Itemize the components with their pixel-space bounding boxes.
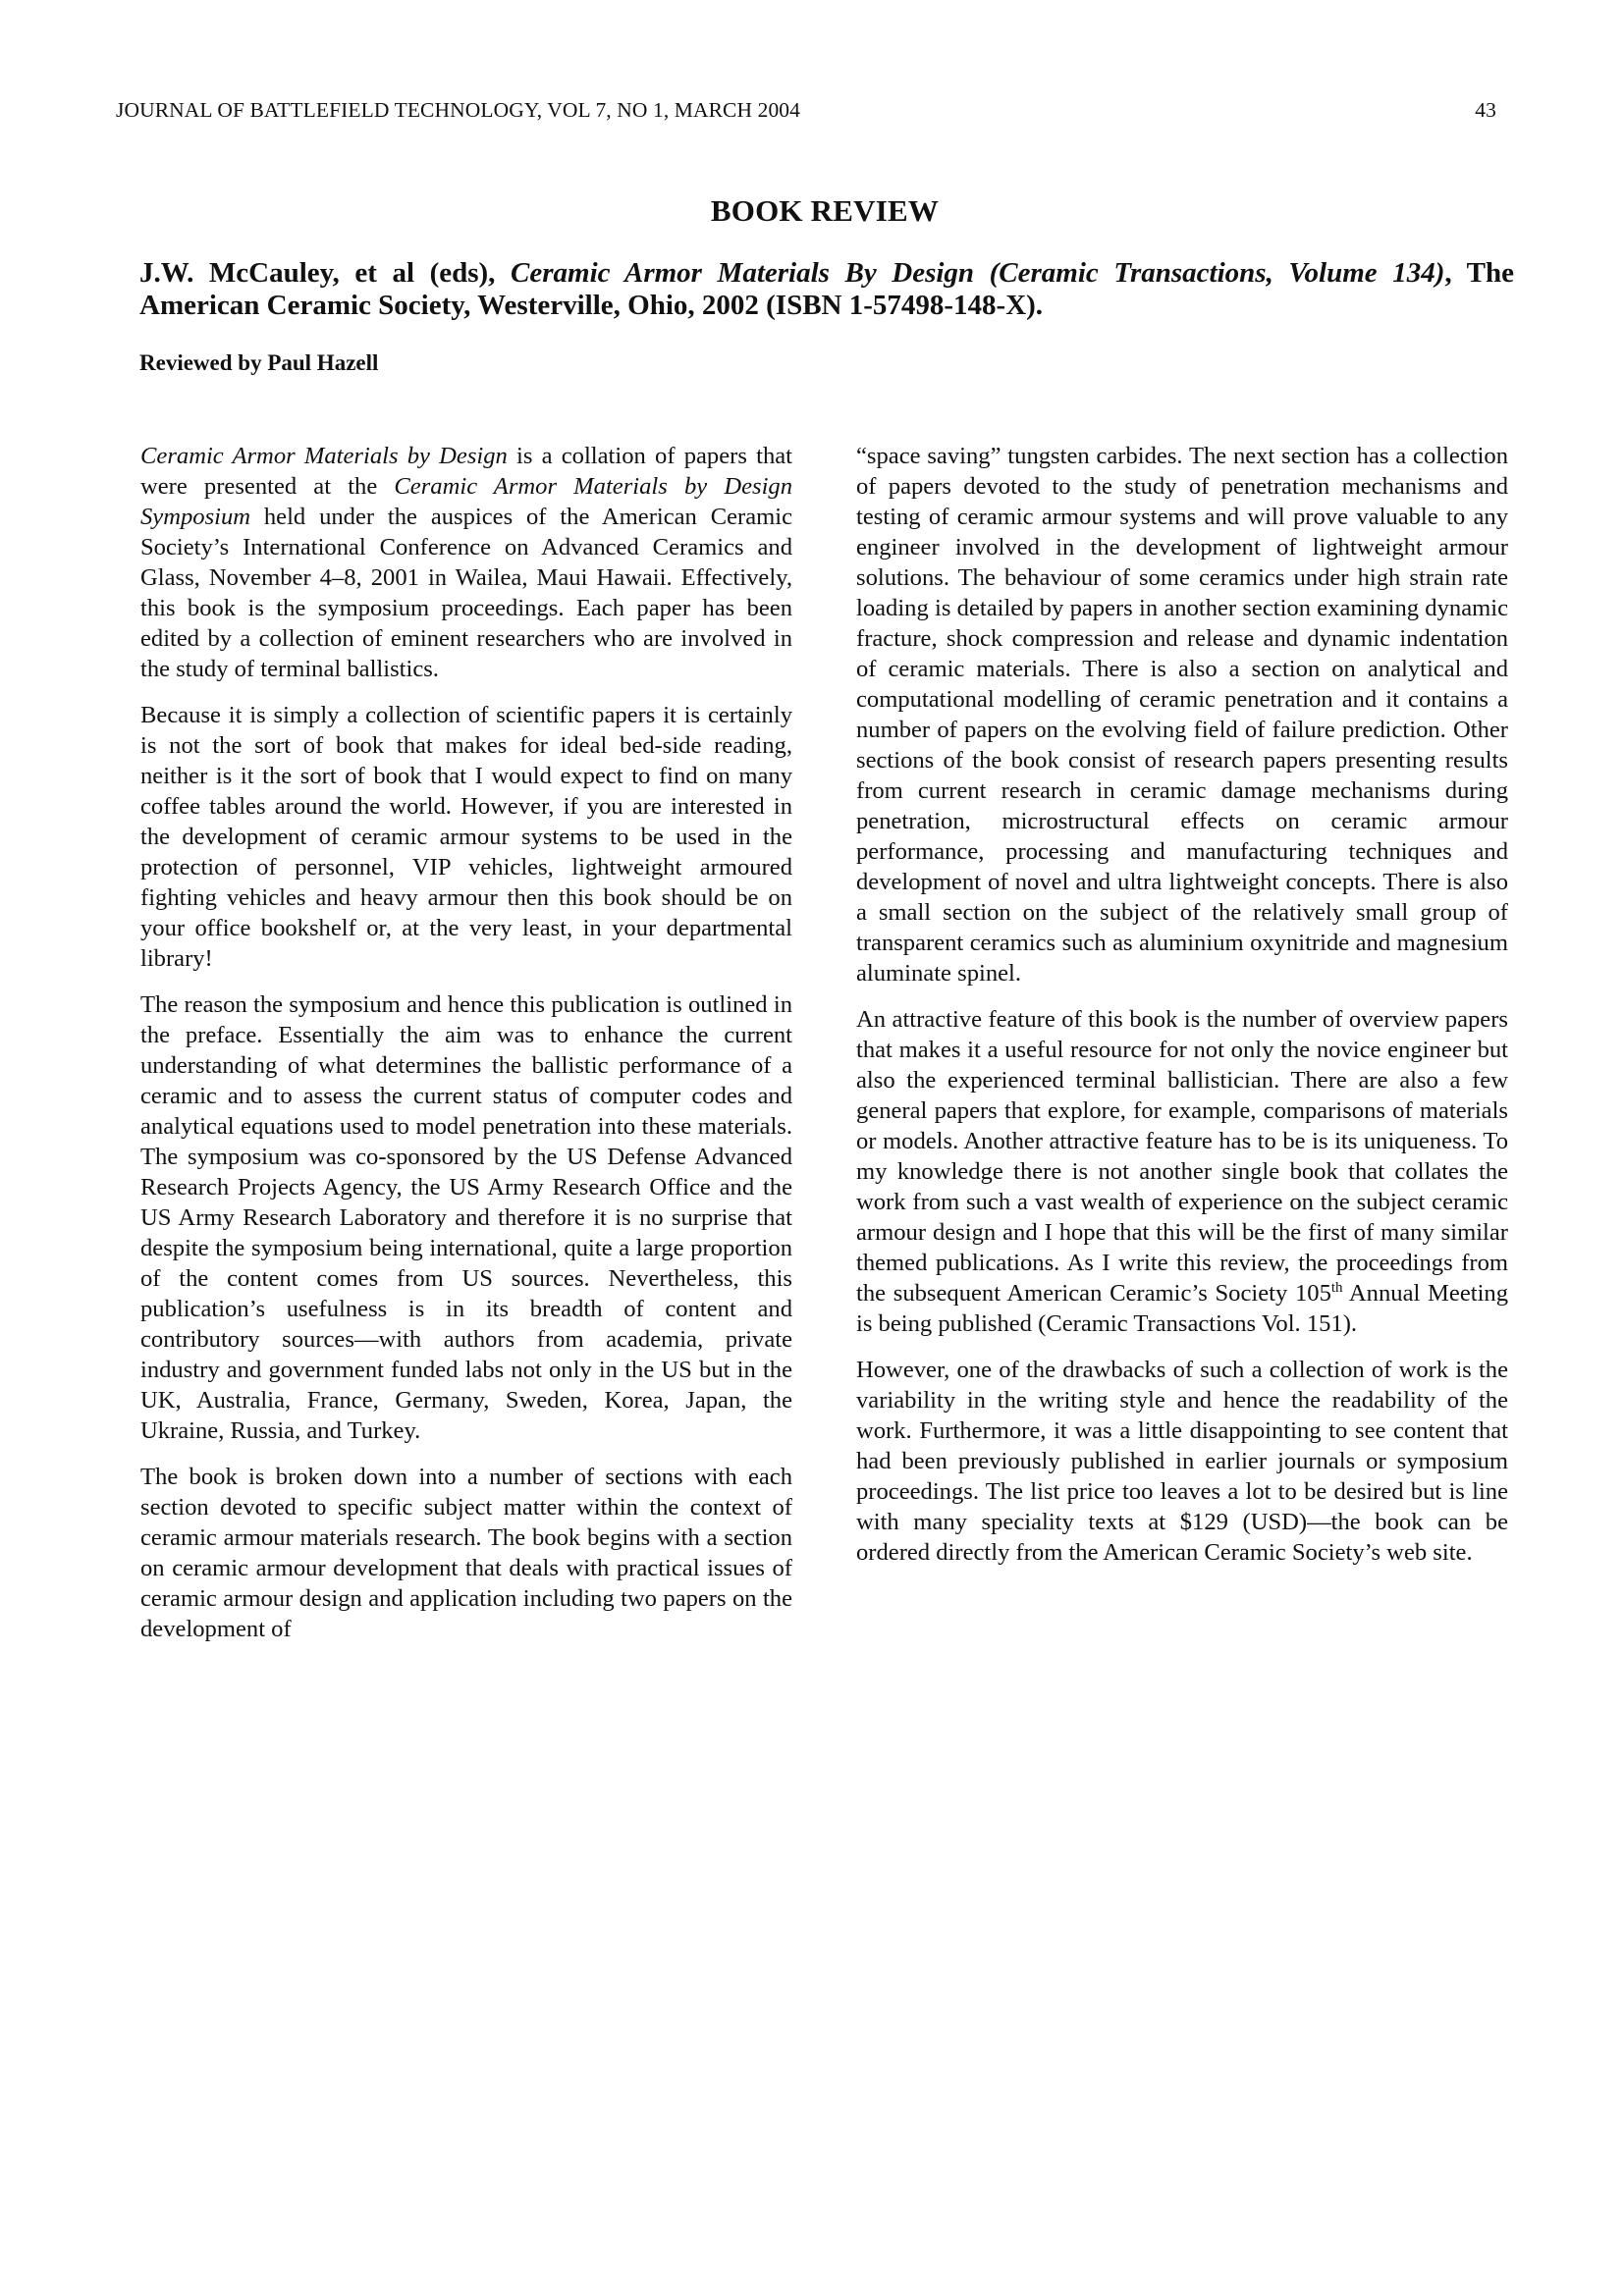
left-column (140, 441, 792, 1660)
running-header (116, 95, 1496, 125)
text-run: is a collation of papers that were presented at the (140, 443, 792, 500)
citation-book-title: Ceramic Armor Materials By Design (Ceramic Transactions, Volume 134) (511, 257, 1445, 289)
citation-publisher: , The American Ceramic Society, Westerville, Ohio, 2002 (ISBN 1-57498-148-X). (139, 257, 1515, 321)
body-paragraph (856, 441, 1508, 988)
text-run: “space saving” tungsten carbides. The next section has a collection of papers devoted to the study of penetration mechanisms and testing of ceramic armour systems and will prove valuable to any engineer involved in the development of lightweight armour solutions. The behaviour of some ceramics under high strain rate loading is detailed by papers in another section examining dynamic fracture, shock compression and release and dynamic indentation of ceramic materials. There is also a section on analytical and computational modelling of ceramic penetration and it contains a number of papers on the evolving field of failure prediction. Other sections of the book consist of research papers presenting results from current research in ceramic damage mechanisms during penetration, microstructural effects on ceramic armour performance, processing and manufacturing techniques and development of novel and ultra lightweight concepts. There is also a small section on the subject of the relatively small group of transparent ceramics such as aluminium oxynitride and magnesium aluminate spinel. (856, 443, 1508, 987)
text-run: The reason the symposium and hence this publication is outlined in the preface. Essentially the aim was to enhance the current understanding of what determines the ballistic performance of a ceramic and to assess the current status of computer codes and analytical equations used to model penetration into these materials. The symposium was co-sponsored by the US Defense Advanced Research Projects Agency, the US Army Research Office and the US Army Research Laboratory and therefore it is no surprise that despite the symposium being international, quite a large proportion of the content comes from US sources. Nevertheless, this publication’s usefulness is in its breadth of content and contributory sources—with authors from academia, private industry and government funded labs not only in the US but in the UK, Australia, France, Germany, Sweden, Korea, Japan, the Ukraine, Russia, and Turkey. (140, 991, 792, 1444)
italic-run: Ceramic Armor Materials by Design (140, 443, 508, 469)
book-citation (139, 257, 1514, 322)
reviewer-byline: Reviewed by Paul Hazell (139, 350, 379, 375)
body-paragraph (140, 989, 792, 1446)
body-paragraph (856, 1004, 1508, 1339)
body-paragraph (140, 1462, 792, 1644)
section-title: BOOK REVIEW (710, 193, 940, 228)
right-column (856, 441, 1508, 1583)
text-run: The book is broken down into a number of sections with each section devoted to specific subject matter within the context of ceramic armour materials research. The book begins with a section on ceramic armour development that deals with practical issues of ceramic armour design and application including two papers on the development of (140, 1464, 792, 1642)
superscript: th (1330, 1280, 1343, 1296)
text-run: Annual Meeting is being published (Ceramic Transactions Vol. 151). (856, 1280, 1508, 1337)
text-run: An attractive feature of this book is the number of overview papers that makes it a useful resource for not only the novice engineer but also the experienced terminal ballistician. There are also a few general papers that explore, for example, comparisons of materials or models. Another attractive feature has to be is its uniqueness. To my knowledge there is not another single book that collates the work from such a vast wealth of experience on the subject ceramic armour design and I hope that this will be the first of many similar themed publications. As I write this review, the proceedings from the subsequent American Ceramic’s Society 105 (856, 1006, 1508, 1307)
page-number: 43 (1475, 98, 1496, 122)
body-paragraph (140, 700, 792, 974)
body-paragraph (856, 1355, 1508, 1568)
citation-editors: J.W. McCauley, et al (eds), (139, 257, 512, 289)
text-run: Because it is simply a collection of scientific papers it is certainly is not the sort of book that makes for ideal bed-side reading, neither is it the sort of book that I would expect to find on many coffee tables around the world. However, if you are interested in the development of ceramic armour systems to be used in the protection of personnel, VIP vehicles, lightweight armoured fighting vehicles and heavy armour then this book should be on your office bookshelf or, at the very least, in your departmental library! (140, 702, 792, 972)
italic-run: Ceramic Armor Materials by Design Symposium (140, 473, 792, 530)
text-run: However, one of the drawbacks of such a collection of work is the variability in the writing style and hence the readability of the work. Furthermore, it was a little disappointing to see content that had been previously published in earlier journals or symposium proceedings. The list price too leaves a lot to be desired but is line with many speciality texts at $129 (USD)—the book can be ordered directly from the American Ceramic Society’s web site. (856, 1357, 1508, 1566)
body-paragraph (140, 441, 792, 684)
journal-name: JOURNAL OF BATTLEFIELD TECHNOLOGY, VOL 7, NO 1, MARCH 2004 (116, 98, 801, 122)
text-run: held under the auspices of the American Ceramic Society’s International Conference on Advanced Ceramics and Glass, November 4–8, 2001 in Wailea, Maui Hawaii. Effectively, this book is the symposium proceedings. Each paper has been edited by a collection of eminent researchers who are involved in the study of terminal ballistics. (140, 504, 792, 682)
